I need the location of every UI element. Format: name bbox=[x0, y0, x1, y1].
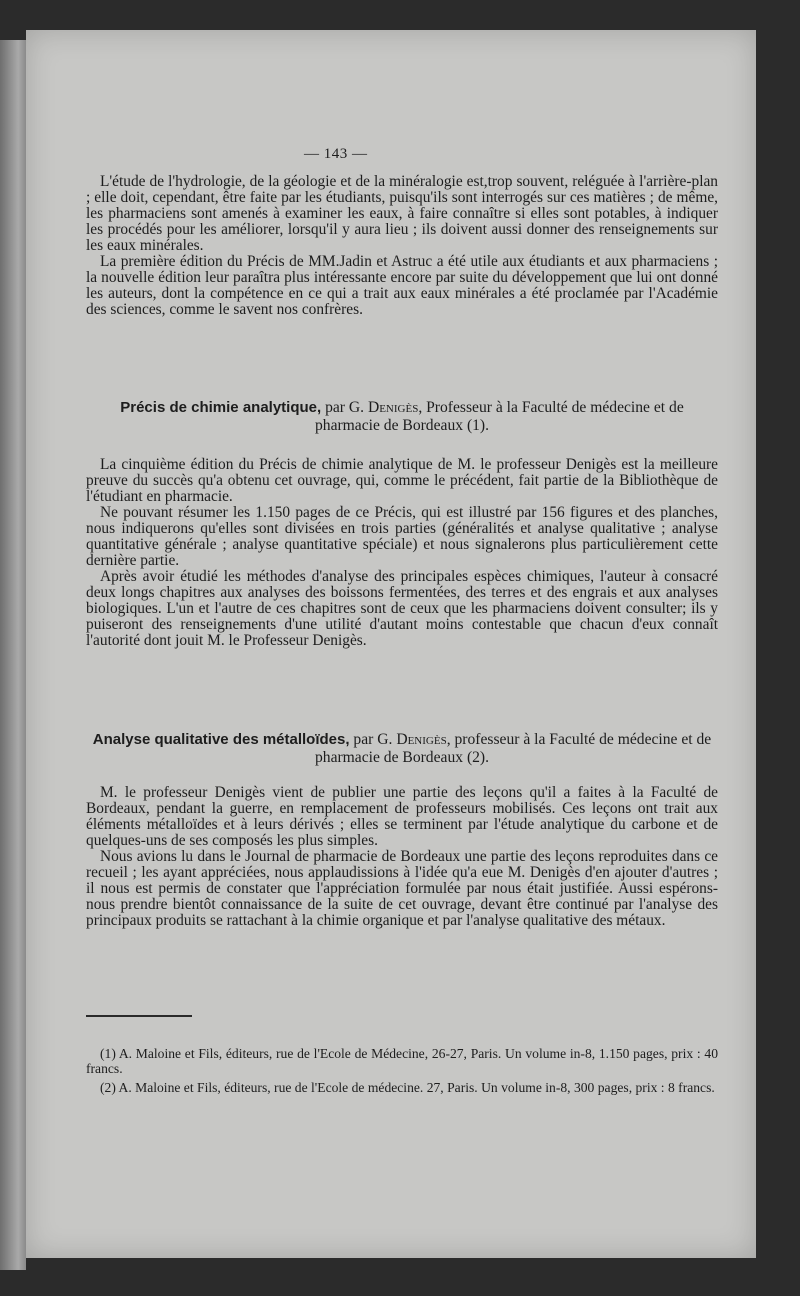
author-name: Denigès bbox=[396, 731, 447, 748]
byline-prefix: par G. bbox=[321, 399, 368, 416]
section-heading-precis bbox=[86, 399, 718, 435]
section-body-precis bbox=[86, 457, 718, 649]
intro-paragraph-2: La première édition du Précis de MM.Jadin et Astruc a été utile aux étudiants et aux pharmaciens ; la nouvelle édition leur paraîtra plus intéressante encore par suite du développement que lui ont donné les auteurs, dont la compétence en ce qui a trait aux eaux minérales a été proclamée par l'Académie des sciences, comme le savent nos confrères. bbox=[86, 253, 718, 318]
section-heading-analyse bbox=[86, 731, 718, 767]
footnote-2: (2) A. Maloine et Fils, éditeurs, rue de l'Ecole de médecine. 27, Paris. Un volume in-8, 300 pages, prix : 8 francs. bbox=[100, 1080, 715, 1095]
byline-suffix: , Professeur à la Faculté de médecine et de pharmacie de Bordeaux (1). bbox=[314, 399, 684, 434]
section-title-analyse: Analyse qualitative des métalloïdes, bbox=[92, 731, 350, 748]
byline-suffix: , professeur à la Faculté de médecine et de pharmacie de Bordeaux (2). bbox=[314, 731, 712, 766]
footnote-divider bbox=[86, 1015, 192, 1017]
adjacent-page-edge bbox=[0, 40, 26, 1270]
intro-text bbox=[86, 174, 718, 318]
footnote-1: (1) A. Maloine et Fils, éditeurs, rue de l'Ecole de Médecine, 26-27, Paris. Un volume in-8, 1.150 pages, prix : 40 francs. bbox=[86, 1046, 718, 1076]
analyse-paragraph-1: M. le professeur Denigès vient de publier une partie des leçons qu'il a faites à la Faculté de Bordeaux, pendant la guerre, en remplacement de professeurs mobilisés. Ces leçons ont trait aux éléments métalloïdes et à leurs dérivés ; elles se terminent par l'étude analytique du carbone et de quelques-uns de ses composés les plus simples. bbox=[86, 784, 718, 849]
section-body-analyse bbox=[86, 785, 718, 929]
footnotes bbox=[86, 1046, 718, 1099]
intro-paragraph-1: L'étude de l'hydrologie, de la géologie et de la minéralogie est,trop souvent, reléguée à l'arrière-plan ; elle doit, cependant, être faite par les étudiants, puisqu'ils sont interrogés sur ces matières ; de même, les pharmaciens sont amenés à examiner les eaux, à faire connaître si elles sont potables, à indiquer les procédés pour les améliorer, lorsqu'il y aura lieu ; ils doivent aussi donner des renseignements sur les eaux minérales. bbox=[86, 173, 718, 254]
page-number: — 143 — bbox=[304, 146, 368, 162]
byline-prefix: par G. bbox=[349, 731, 397, 748]
author-name: Denigès bbox=[367, 399, 419, 416]
analyse-paragraph-2: Nous avions lu dans le Journal de pharmacie de Bordeaux une partie des leçons reproduites dans ce recueil ; les ayant appréciées, nous applaudissions à l'idée qu'a eue M. Denigès d'en ajouter d'autres ; il nous est permis de constater que l'appréciation formulée par nous était justifiée. Aussi espérons-nous prendre bientôt connaissance de la suite de cet ouvrage, devant être continué par l'analyse des principaux produits se rattachant à la chimie organique et par l'analyse qualitative des métaux. bbox=[86, 848, 718, 929]
precis-paragraph-3: Après avoir étudié les méthodes d'analyse des principales espèces chimiques, l'auteur à consacré deux longs chapitres aux analyses des boissons fermentées, des terres et des engrais et aux analyses biologiques. L'un et l'autre de ces chapitres sont de ceux que les pharmaciens doivent consulter; ils y puiseront des renseignements d'une utilité d'autant moins contestable que chacun d'eux connaît l'autorité dont jouit M. le Professeur Denigès. bbox=[86, 568, 718, 649]
precis-paragraph-2: Ne pouvant résumer les 1.150 pages de ce Précis, qui est illustré par 156 figures et des planches, nous indiquerons qu'elles sont divisées en trois parties (généralités et analyse qualitative ; analyse quantitative générale ; analyse quantitative spéciale) et nous signalerons plus particulièrement cette dernière partie. bbox=[86, 504, 718, 569]
book-page bbox=[26, 30, 756, 1258]
precis-paragraph-1: La cinquième édition du Précis de chimie analytique de M. le professeur Denigès est la meilleure preuve du succès qu'a obtenu cet ouvrage, qui, comme le précédent, fait partie de la Bibliothèque de l'étudiant en pharmacie. bbox=[86, 456, 718, 505]
section-title-precis: Précis de chimie analytique, bbox=[120, 399, 322, 416]
